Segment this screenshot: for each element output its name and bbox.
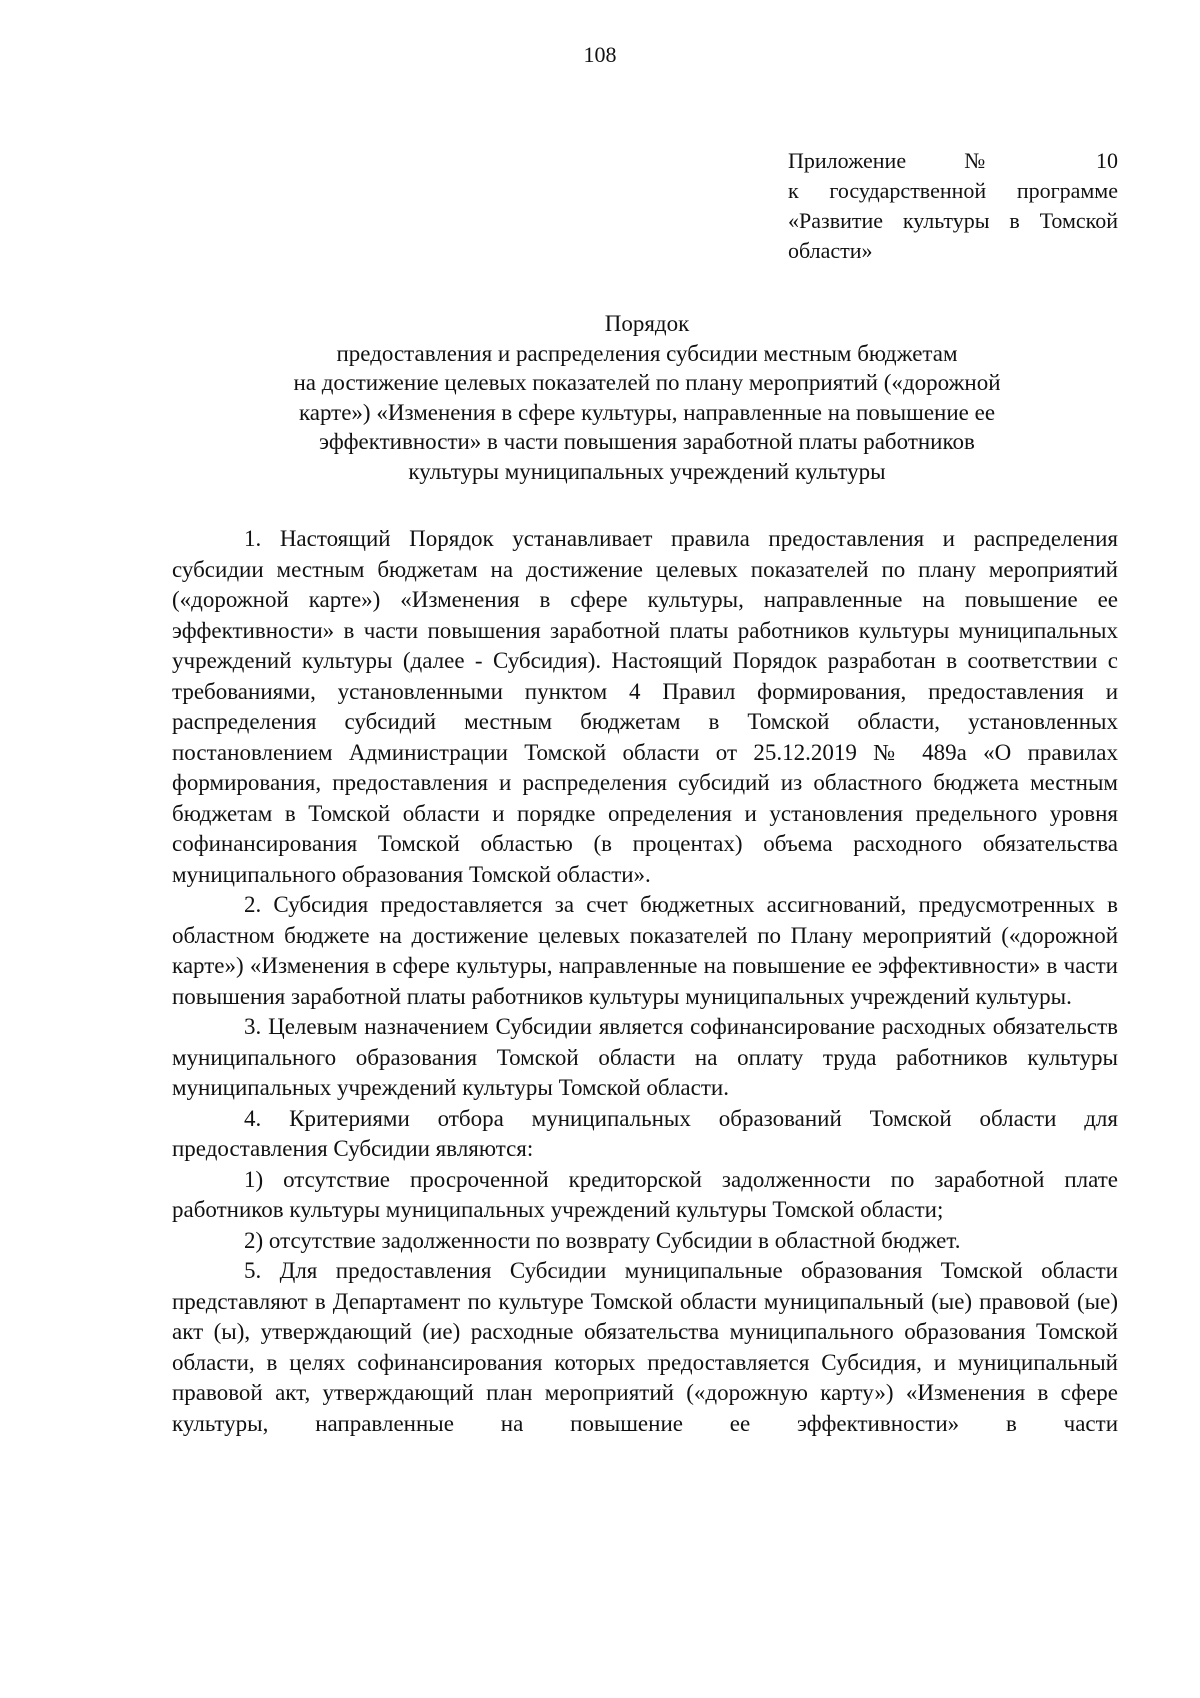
appendix-note: [788, 146, 1118, 266]
title-line: эффективности» в части повышения заработной платы работников: [319, 429, 975, 454]
appendix-line: области»: [788, 238, 873, 263]
title-line: на достижение целевых показателей по плану мероприятий («дорожной: [293, 370, 1001, 395]
paragraph-3: 3. Целевым назначением Субсидии является софинансирование расходных обязательств муниципального образования Томской области на оплату труда работников культуры муниципальных учреждений культуры Томской области.: [172, 1014, 1118, 1100]
paragraph-1: 1. Настоящий Порядок устанавливает правила предоставления и распределения субсидии местным бюджетам на достижение целевых показателей по плану мероприятий («дорожной карте») «Изменения в сфере культуры, направленные на повышение ее эффективности» в части повышения заработной платы работников культуры муниципальных учреждений культуры (далее - Субсидия). Настоящий Порядок разработан в соответствии с требованиями, установленными пунктом 4 Правил формирования, предоставления и распределения субсидий местным бюджетам в Томской области, установленных постановлением Администрации Томской области от 25.12.2019 № 489а «О правилах формирования, предоставления и распределения субсидий из областного бюджета местным бюджетам в Томской области и порядке определения и установления предельного уровня софинансирования Томской областью (в процентах) объема расходного обязательства муниципального образования Томской области».: [172, 526, 1118, 887]
title-line: карте») «Изменения в сфере культуры, направленные на повышение ее: [298, 399, 996, 425]
paragraph-4: 4. Критериями отбора муниципальных образований Томской области для предоставления Субсидии являются:: [172, 1105, 1118, 1161]
page-number: 108: [583, 42, 617, 67]
paragraph-2: 2. Субсидия предоставляется за счет бюджетных ассигнований, предусмотренных в областном бюджете на достижение целевых показателей по Плану мероприятий («дорожной карте») «Изменения в сфере культуры, направленные на повышение ее эффективности» в части повышения заработной платы работников культуры муниципальных учреждений культуры.: [172, 892, 1118, 1009]
document-title: [172, 309, 1122, 486]
title-line: предоставления и распределения субсидии местным бюджетам: [336, 340, 958, 366]
title-heading: Порядок: [604, 311, 690, 336]
document-body: [172, 524, 1118, 1439]
paragraph-4-item-2: 2) отсутствие задолженности по возврату Субсидии в областной бюджет.: [244, 1227, 961, 1253]
appendix-line: «Развитие культуры в Томской: [788, 208, 1118, 233]
title-line: культуры муниципальных учреждений культуры: [408, 458, 886, 484]
appendix-line: к государственной программе: [788, 178, 1118, 203]
paragraph-4-item-1: 1) отсутствие просроченной кредиторской задолженности по заработной плате работников культуры муниципальных учреждений культуры Томской области;: [172, 1166, 1118, 1222]
appendix-line: Приложение № 10: [788, 148, 1118, 173]
paragraph-5: 5. Для предоставления Субсидии муниципальные образования Томской области представляют в Департамент по культуре Томской области муниципальный (ые) правовой (ые) акт (ы), утверждающий (ие) расходные обязательства муниципального образования Томской области, в целях софинансирования которых предоставляется Субсидия, и муниципальный правовой акт, утверждающий план мероприятий («дорожную карту») «Изменения в сфере культуры, направленные на повышение ее эффективности» в части: [172, 1258, 1118, 1436]
